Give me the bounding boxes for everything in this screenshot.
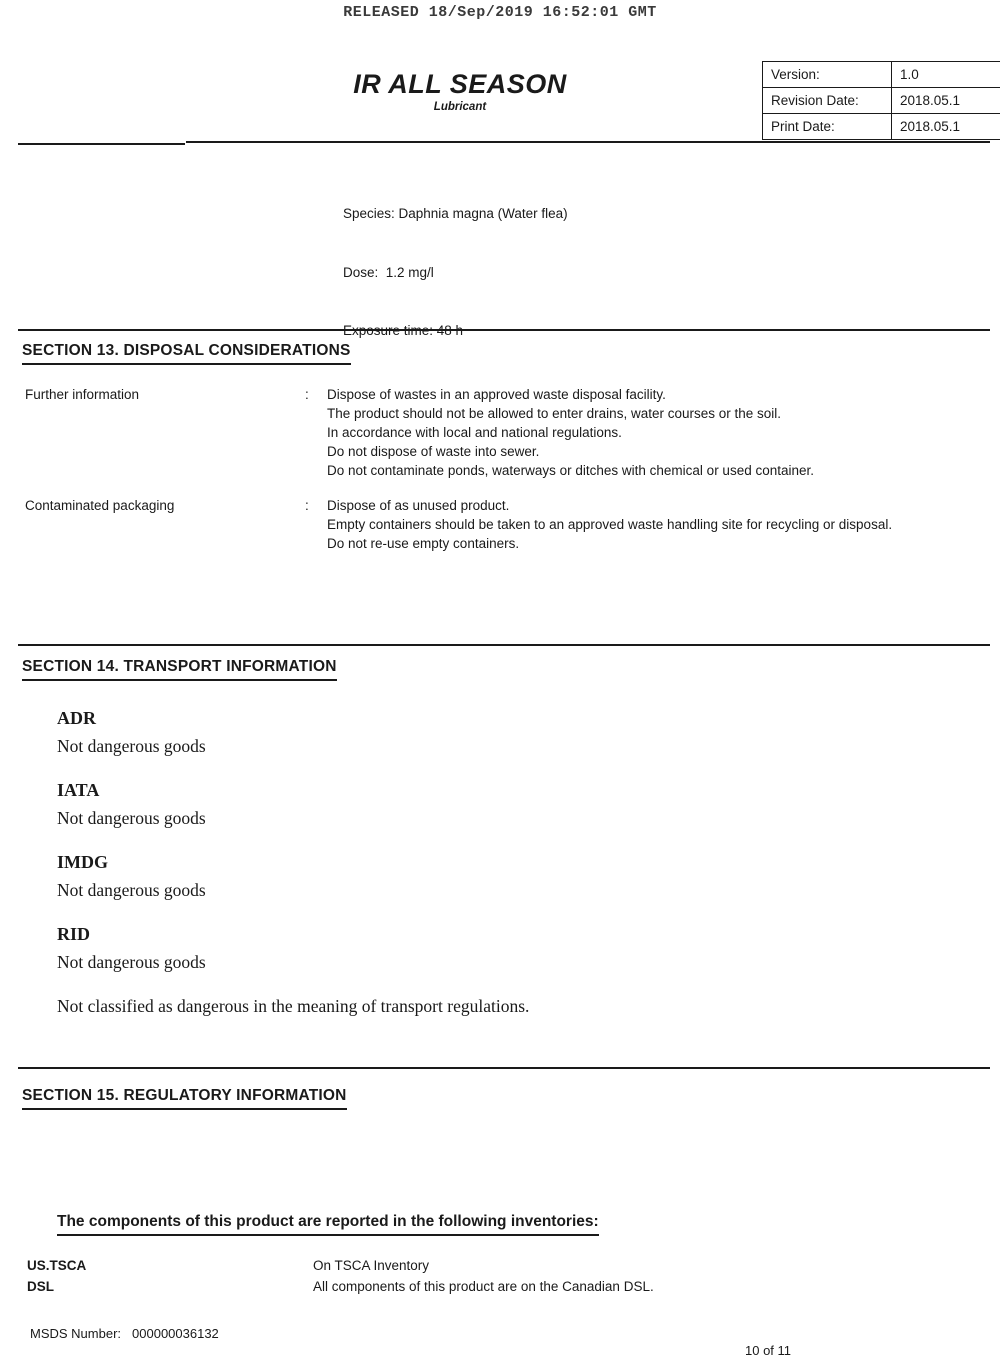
inventories-heading-text: The components of this product are reported in the following inventories: (57, 1212, 599, 1236)
page-number: 10 of 11 (745, 1343, 792, 1358)
row-separator: : (305, 387, 309, 402)
value-line: In accordance with local and national regulations. (327, 425, 622, 440)
ecotoxicity-details (343, 165, 568, 380)
transport-info-block (57, 704, 529, 1020)
table-row (763, 62, 1000, 88)
inventory-row-tsca (27, 1255, 977, 1276)
value-line: Empty containers should be taken to an approved waste handling site for recycling or disposal. (327, 517, 893, 532)
header-rule-left (18, 143, 185, 145)
transport-code: RID (57, 924, 91, 944)
section14-heading-text: SECTION 14. TRANSPORT INFORMATION (22, 657, 337, 681)
inventories-list (27, 1255, 977, 1297)
value-line: The product should not be allowed to enter drains, water courses or the soil. (327, 406, 782, 421)
ecotox-dose-line: Dose: 1.2 mg/l (343, 264, 434, 280)
ecotox-species-line: Species: Daphnia magna (Water flea) (343, 206, 568, 221)
further-information-row (25, 385, 975, 480)
row-separator: : (305, 498, 309, 513)
print-date-value: 2018.05.1 (892, 114, 1000, 140)
transport-code: ADR (57, 708, 96, 728)
product-subtitle: Lubricant (433, 101, 487, 113)
released-stamp: RELEASED 18/Sep/2019 16:52:01 GMT (343, 4, 657, 21)
header-rule-right (186, 141, 990, 143)
section14-heading (22, 657, 337, 681)
revision-date-label: Revision Date: (763, 88, 892, 114)
section14-rule (18, 644, 990, 646)
inventory-row-dsl (27, 1276, 977, 1297)
msds-number-value: 000000036132 (132, 1326, 219, 1341)
section15-rule (18, 1067, 990, 1069)
revision-date-value: 2018.05.1 (892, 88, 1000, 114)
row-value (327, 496, 939, 553)
inventory-status: All components of this product are on the Canadian DSL. (313, 1279, 654, 1294)
version-value: 1.0 (892, 62, 1000, 88)
transport-status: Not dangerous goods (57, 952, 206, 972)
value-line: Do not contaminate ponds, waterways or ditches with chemical or used container. (327, 463, 815, 478)
inventory-status: On TSCA Inventory (313, 1258, 430, 1273)
product-title-block (160, 68, 760, 114)
value-line: Do not re-use empty containers. (327, 536, 520, 551)
inventories-heading (57, 1212, 599, 1236)
transport-status: Not dangerous goods (57, 880, 206, 900)
transport-code: IMDG (57, 852, 108, 872)
transport-entry-imdg (57, 848, 529, 904)
print-date-label: Print Date: (763, 114, 892, 140)
section13-heading (22, 341, 351, 365)
section15-heading-text: SECTION 15. REGULATORY INFORMATION (22, 1086, 347, 1110)
transport-status: Not dangerous goods (57, 808, 206, 828)
row-label: Further information (25, 387, 140, 402)
transport-status: Not dangerous goods (57, 736, 206, 756)
value-line: Do not dispose of waste into sewer. (327, 444, 540, 459)
table-row (763, 114, 1000, 140)
msds-number (30, 1326, 219, 1341)
section13-heading-text: SECTION 13. DISPOSAL CONSIDERATIONS (22, 341, 351, 365)
contaminated-packaging-row (25, 496, 975, 553)
product-title: IR ALL SEASON (353, 69, 567, 99)
inventory-name: DSL (27, 1279, 54, 1294)
value-line: Dispose of as unused product. (327, 498, 510, 513)
inventory-name: US.TSCA (27, 1258, 87, 1273)
value-line: Dispose of wastes in an approved waste disposal facility. (327, 387, 666, 402)
row-value (327, 385, 939, 480)
transport-entry-adr (57, 704, 529, 760)
transport-entry-rid (57, 920, 529, 976)
transport-code: IATA (57, 780, 100, 800)
section13-rule (18, 329, 990, 331)
section15-heading (22, 1086, 347, 1110)
transport-entry-iata (57, 776, 529, 832)
version-label: Version: (763, 62, 892, 88)
transport-note: Not classified as dangerous in the meaning of transport regulations. (57, 996, 530, 1016)
table-row (763, 88, 1000, 114)
row-label: Contaminated packaging (25, 498, 175, 513)
msds-number-label: MSDS Number: (30, 1326, 122, 1341)
version-info-table (762, 61, 1000, 140)
